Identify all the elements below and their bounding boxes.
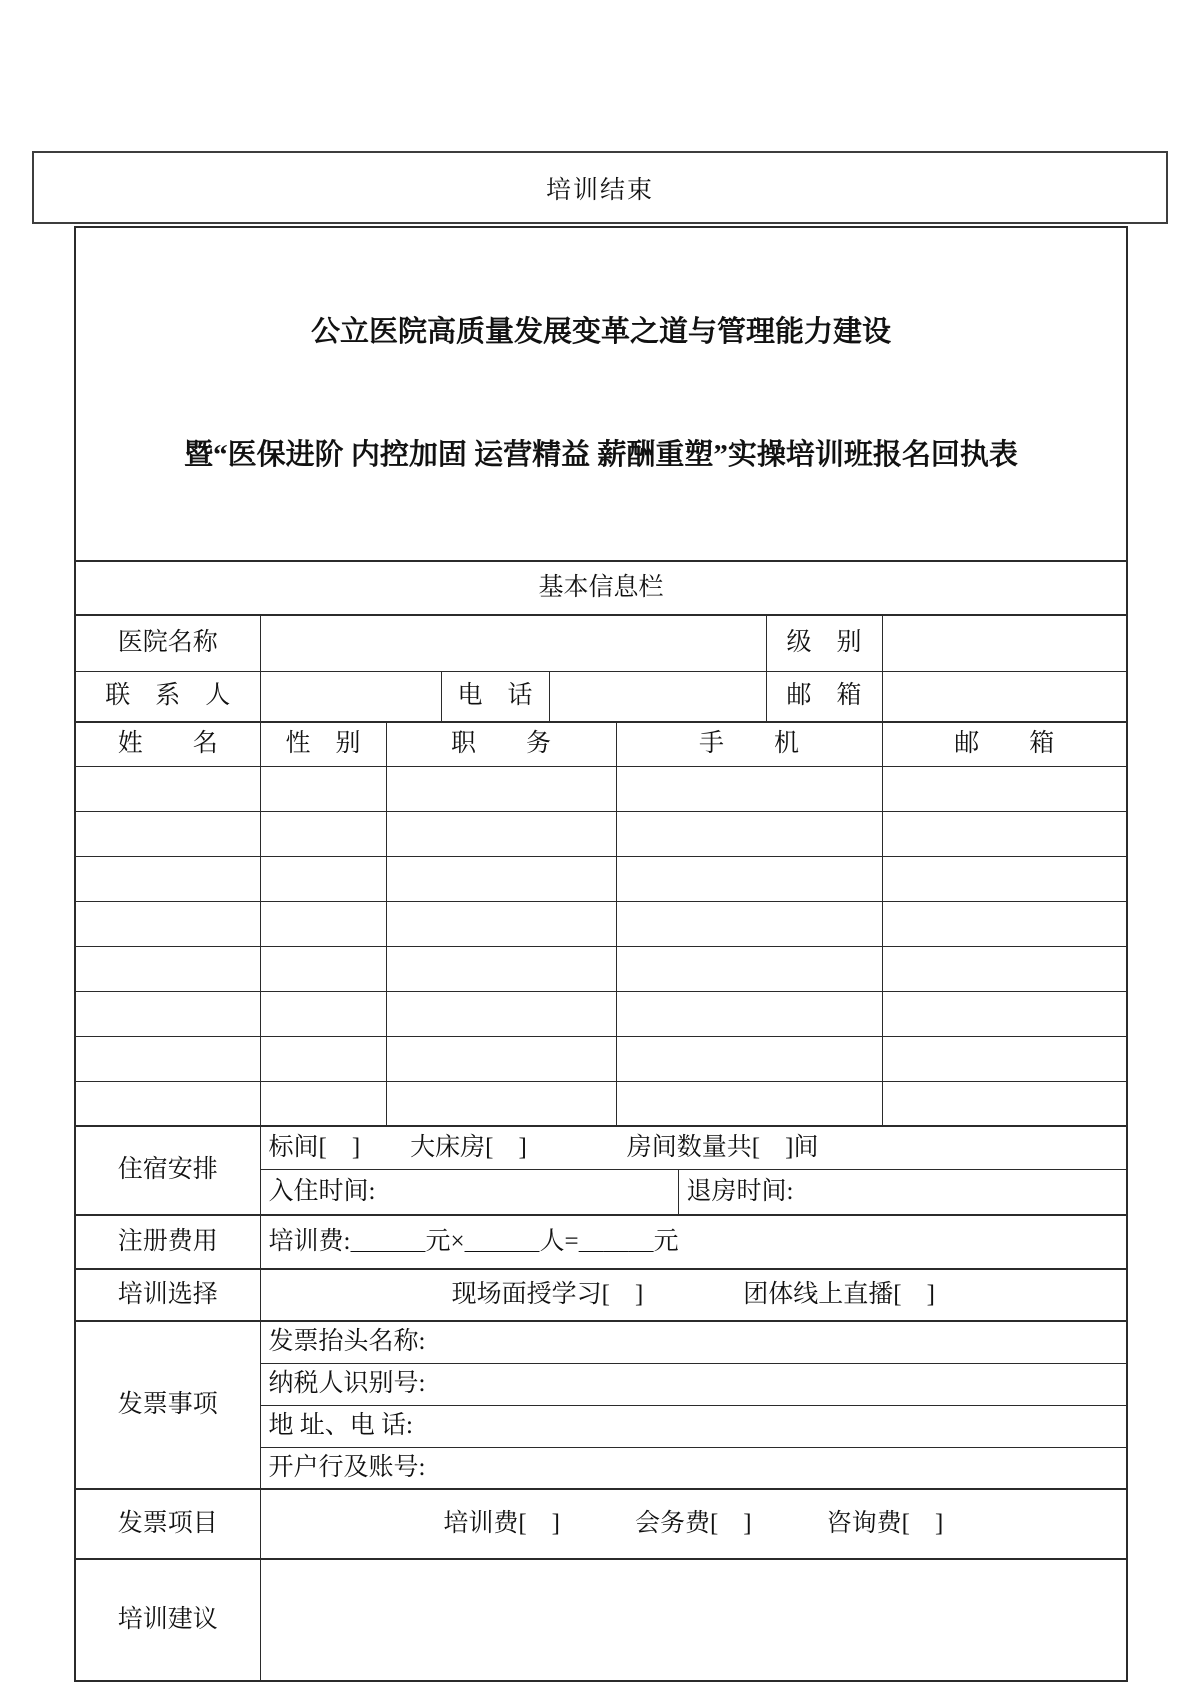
attendee-empty-row — [75, 1081, 1127, 1126]
attendee-email-cell[interactable] — [882, 991, 1127, 1036]
form-title-line2: 暨“医保进阶 内控加固 运营精益 薪酬重塑”实操培训班报名回执表 — [184, 438, 1018, 471]
level-input-cell[interactable] — [882, 615, 1127, 671]
attendee-name-cell[interactable] — [75, 1036, 260, 1081]
phone-label: 电 话 — [441, 671, 549, 722]
basic-info-section-title: 基本信息栏 — [75, 561, 1127, 615]
form-title-row — [75, 227, 1127, 561]
attendee-empty-row — [75, 901, 1127, 946]
attendee-empty-row — [75, 811, 1127, 856]
form-title-cell — [75, 227, 1127, 561]
invoice-items-options[interactable]: 培训费[ ] 会务费[ ] 咨询费[ ] — [260, 1489, 1127, 1559]
invoice-taxid-cell[interactable]: 纳税人识别号: — [260, 1363, 1127, 1405]
attendee-mobile-cell[interactable] — [616, 766, 882, 811]
contact-row — [75, 671, 1127, 722]
phone-input-cell[interactable] — [549, 671, 766, 722]
invoice-items-row — [75, 1489, 1127, 1559]
attendee-name-cell[interactable] — [75, 1081, 260, 1126]
attendee-title-cell[interactable] — [386, 946, 616, 991]
attendee-empty-row — [75, 946, 1127, 991]
attendee-title-cell[interactable] — [386, 991, 616, 1036]
attendee-name-cell[interactable] — [75, 811, 260, 856]
basic-info-section-row — [75, 561, 1127, 615]
invoice-bank-cell[interactable]: 开户行及账号: — [260, 1447, 1127, 1489]
attendee-email-cell[interactable] — [882, 1036, 1127, 1081]
training-choice-options[interactable]: 现场面授学习[ ] 团体线上直播[ ] — [260, 1269, 1127, 1321]
attendee-gender-cell[interactable] — [260, 856, 386, 901]
attendee-name-cell[interactable] — [75, 856, 260, 901]
attendee-header-row — [75, 722, 1127, 766]
attendee-title-cell[interactable] — [386, 811, 616, 856]
attendee-email-cell[interactable] — [882, 901, 1127, 946]
attendee-header-name: 姓 名 — [75, 722, 260, 766]
attendee-empty-row — [75, 856, 1127, 901]
accommodation-room-options[interactable]: 标间[ ] 大床房[ ] 房间数量共[ ]间 — [260, 1126, 1127, 1169]
hospital-row — [75, 615, 1127, 671]
hospital-name-label: 医院名称 — [75, 615, 260, 671]
attendee-title-cell[interactable] — [386, 766, 616, 811]
training-choice-label: 培训选择 — [75, 1269, 260, 1321]
form-title-line1: 公立医院高质量发展变革之道与管理能力建设 — [311, 316, 892, 349]
banner-box — [32, 151, 1168, 224]
attendee-gender-cell[interactable] — [260, 1081, 386, 1126]
accommodation-row — [75, 1126, 1127, 1169]
attendee-gender-cell[interactable] — [260, 991, 386, 1036]
check-out-time-cell[interactable]: 退房时间: — [678, 1169, 1127, 1215]
attendee-header-gender: 性 别 — [260, 722, 386, 766]
attendee-email-cell[interactable] — [882, 946, 1127, 991]
attendee-title-cell[interactable] — [386, 1081, 616, 1126]
registration-form-table — [74, 226, 1128, 1682]
attendee-mobile-cell[interactable] — [616, 901, 882, 946]
attendee-email-cell[interactable] — [882, 811, 1127, 856]
contact-label: 联 系 人 — [75, 671, 260, 722]
attendee-gender-cell[interactable] — [260, 1036, 386, 1081]
check-in-time-cell[interactable]: 入住时间: — [260, 1169, 678, 1215]
attendee-title-cell[interactable] — [386, 856, 616, 901]
attendee-mobile-cell[interactable] — [616, 1081, 882, 1126]
attendee-empty-row — [75, 1036, 1127, 1081]
attendee-empty-row — [75, 766, 1127, 811]
registration-fee-cell[interactable]: 培训费:＿＿＿元×＿＿＿人=＿＿＿元 — [260, 1215, 1127, 1269]
invoice-address-cell[interactable]: 地 址、电 话: — [260, 1405, 1127, 1447]
invoice-info-label: 发票事项 — [75, 1321, 260, 1489]
registration-fee-row — [75, 1215, 1127, 1269]
hospital-name-input-cell[interactable] — [260, 615, 766, 671]
attendee-mobile-cell[interactable] — [616, 1036, 882, 1081]
contact-email-input-cell[interactable] — [882, 671, 1127, 722]
attendee-title-cell[interactable] — [386, 901, 616, 946]
contact-email-label: 邮 箱 — [766, 671, 882, 722]
attendee-gender-cell[interactable] — [260, 946, 386, 991]
attendee-name-cell[interactable] — [75, 766, 260, 811]
suggestion-label: 培训建议 — [75, 1559, 260, 1681]
attendee-gender-cell[interactable] — [260, 901, 386, 946]
banner-text: 培训结束 — [545, 176, 654, 204]
attendee-title-cell[interactable] — [386, 1036, 616, 1081]
attendee-name-cell[interactable] — [75, 901, 260, 946]
suggestion-input-cell[interactable] — [260, 1559, 1127, 1681]
invoice-info-row — [75, 1321, 1127, 1363]
attendee-mobile-cell[interactable] — [616, 991, 882, 1036]
attendee-email-cell[interactable] — [882, 1081, 1127, 1126]
registration-fee-label: 注册费用 — [75, 1215, 260, 1269]
accommodation-label: 住宿安排 — [75, 1126, 260, 1215]
attendee-name-cell[interactable] — [75, 946, 260, 991]
level-label: 级 别 — [766, 615, 882, 671]
attendee-header-title: 职 务 — [386, 722, 616, 766]
suggestion-row — [75, 1559, 1127, 1681]
attendee-mobile-cell[interactable] — [616, 946, 882, 991]
attendee-email-cell[interactable] — [882, 766, 1127, 811]
invoice-items-label: 发票项目 — [75, 1489, 260, 1559]
invoice-title-cell[interactable]: 发票抬头名称: — [260, 1321, 1127, 1363]
attendee-header-mobile: 手 机 — [616, 722, 882, 766]
contact-input-cell[interactable] — [260, 671, 441, 722]
attendee-gender-cell[interactable] — [260, 766, 386, 811]
attendee-empty-row — [75, 991, 1127, 1036]
attendee-mobile-cell[interactable] — [616, 811, 882, 856]
attendee-gender-cell[interactable] — [260, 811, 386, 856]
attendee-header-email: 邮 箱 — [882, 722, 1127, 766]
attendee-mobile-cell[interactable] — [616, 856, 882, 901]
attendee-email-cell[interactable] — [882, 856, 1127, 901]
training-choice-row — [75, 1269, 1127, 1321]
attendee-name-cell[interactable] — [75, 991, 260, 1036]
